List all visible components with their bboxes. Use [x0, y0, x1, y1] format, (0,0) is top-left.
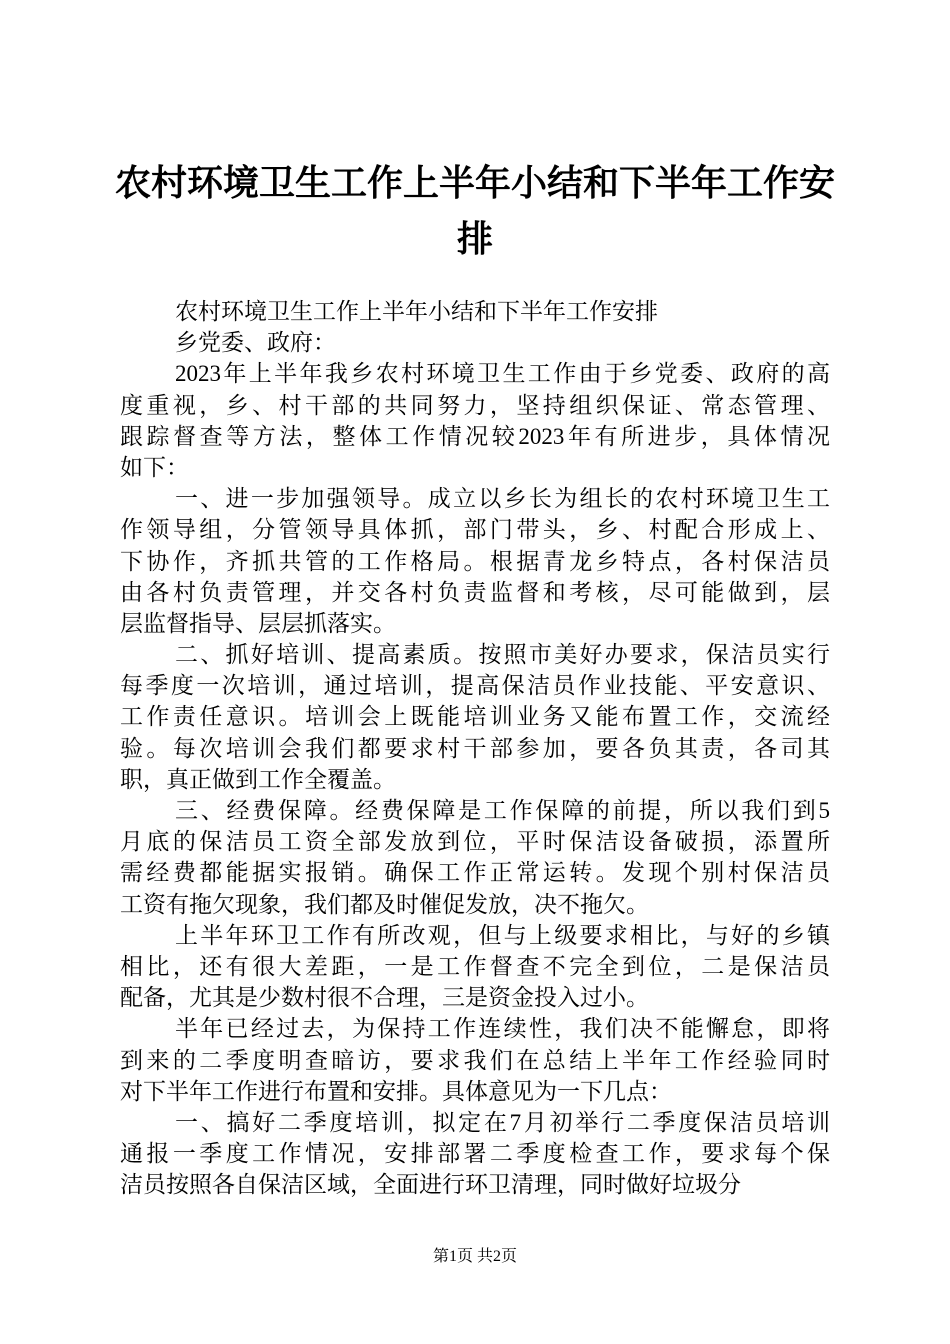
text-line: 二、抓好培训、提高素质。按照市美好办要求，保洁员实行	[175, 642, 830, 668]
text-line: 月底的保洁员工资全部发放到位，平时保洁设备破损，添置所	[120, 829, 830, 855]
text-line: 半年已经过去，为保持工作连续性，我们决不能懈怠，即将	[175, 1016, 830, 1042]
title-line: 排	[456, 219, 493, 259]
text-line: 对下半年工作进行布置和安排。具体意见为一下几点：	[120, 1078, 672, 1104]
paragraph	[120, 1107, 830, 1201]
text-line: 需经费都能据实报销。确保工作正常运转。发现个别村保洁员	[120, 860, 830, 886]
page-footer: 第1页 共2页	[432, 1248, 517, 1265]
text-line: 工作责任意识。培训会上既能培训业务又能布置工作，交流经	[120, 704, 830, 730]
text-line: 到来的二季度明查暗访，要求我们在总结上半年工作经验同时	[120, 1047, 830, 1073]
text-line: 每季度一次培训，通过培训，提高保洁员作业技能、平安意识、	[120, 673, 830, 699]
text-line: 2023年上半年我乡农村环境卫生工作由于乡党委、政府的高	[175, 361, 830, 387]
text-line: 层监督指导、层层抓落实。	[120, 610, 396, 636]
text-line: 乡党委、政府：	[175, 330, 336, 356]
paragraph	[120, 639, 830, 795]
paragraph	[120, 1013, 830, 1107]
text-line: 配备，尤其是少数村很不合理，三是资金投入过小。	[120, 985, 649, 1011]
text-line: 跟踪督查等方法，整体工作情况较2023年有所进步，具体情况	[120, 423, 830, 449]
text-line: 职，真正做到工作全覆盖。	[120, 766, 396, 792]
paragraph	[120, 920, 830, 1014]
text-line: 如下：	[120, 454, 189, 480]
text-line: 作领导组，分管领导具体抓，部门带头，乡、村配合形成上、	[120, 517, 830, 543]
text-line: 度重视，乡、村干部的共同努力，坚持组织保证、常态管理、	[120, 392, 830, 418]
text-line: 验。每次培训会我们都要求村干部参加，要各负其责，各司其	[120, 735, 830, 761]
text-line: 上半年环卫工作有所改观，但与上级要求相比，与好的乡镇	[175, 922, 830, 948]
document-body	[120, 296, 830, 1200]
paragraph	[120, 358, 830, 483]
paragraph	[120, 483, 830, 639]
title-line: 农村环境卫生工作上半年小结和下半年工作安	[114, 163, 835, 203]
document-title	[0, 155, 950, 267]
text-line: 一、进一步加强领导。成立以乡长为组长的农村环境卫生工	[175, 486, 830, 512]
text-line: 相比，还有很大差距，一是工作督查不完全到位，二是保洁员	[120, 953, 830, 979]
text-line: 三、经费保障。经费保障是工作保障的前提，所以我们到5	[175, 798, 830, 823]
paragraph	[120, 327, 830, 358]
text-line: 洁员按照各自保洁区域，全面进行环卫清理，同时做好垃圾分	[120, 1172, 741, 1198]
text-line: 工资有拖欠现象，我们都及时催促发放，决不拖欠。	[120, 891, 649, 917]
paragraph	[120, 296, 830, 327]
text-line: 下协作，齐抓共管的工作格局。根据青龙乡特点，各村保洁员	[120, 548, 830, 574]
text-line: 通报一季度工作情况，安排部署二季度检查工作，要求每个保	[120, 1141, 830, 1167]
text-line: 由各村负责管理，并交各村负责监督和考核，尽可能做到，层	[120, 579, 830, 605]
text-line: 农村环境卫生工作上半年小结和下半年工作安排	[175, 299, 658, 324]
paragraph	[120, 795, 830, 920]
text-line: 一、搞好二季度培训，拟定在7月初举行二季度保洁员培训	[175, 1109, 830, 1135]
